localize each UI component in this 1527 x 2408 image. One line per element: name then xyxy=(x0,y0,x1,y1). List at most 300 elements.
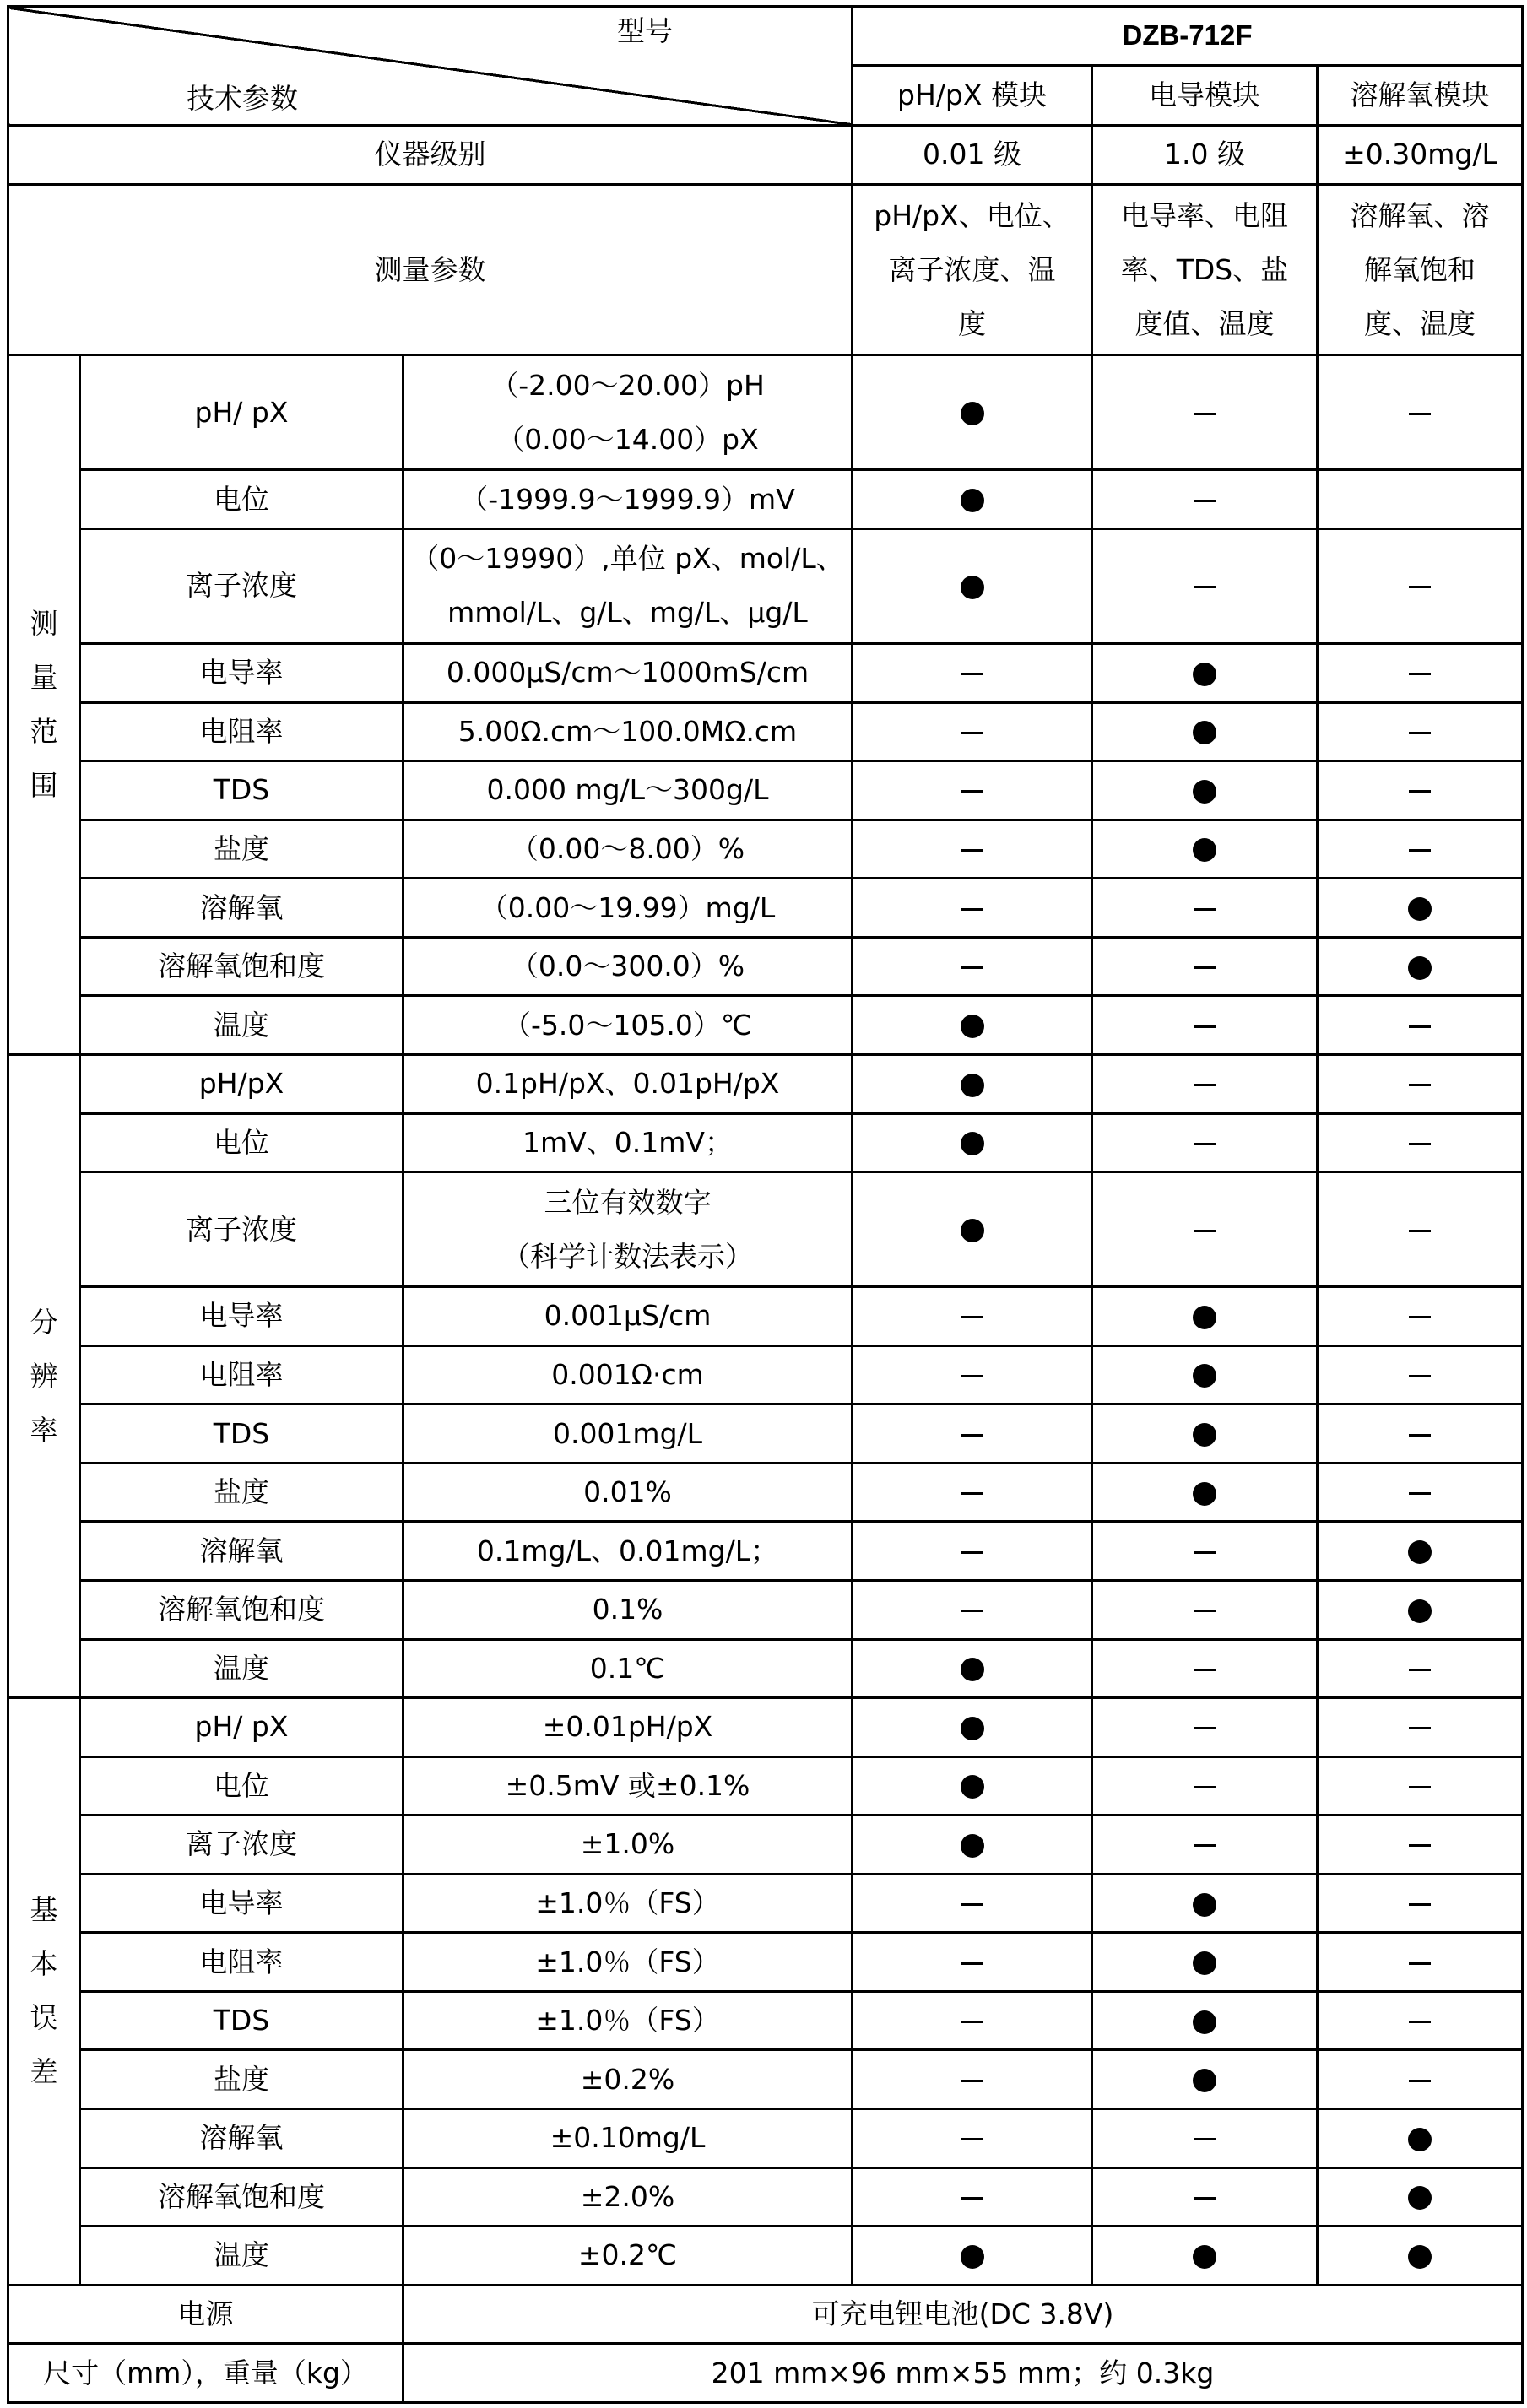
not-supported-dash-icon xyxy=(1194,1025,1216,1028)
param-value xyxy=(403,1463,853,1522)
support-cell-dissolved-oxygen xyxy=(1318,1874,1523,1933)
table-row xyxy=(8,1698,1523,1757)
support-cell-ph xyxy=(853,1580,1092,1639)
support-cell-ph xyxy=(853,1933,1092,1992)
param-value xyxy=(403,1522,853,1581)
param-value xyxy=(403,1756,853,1815)
supported-dot-icon xyxy=(961,1132,984,1155)
supported-dot-icon xyxy=(1408,2186,1432,2210)
model-name: DZB-712F xyxy=(853,7,1523,66)
support-cell-dissolved-oxygen xyxy=(1318,937,1523,996)
not-supported-dash-icon xyxy=(1194,1727,1216,1729)
not-supported-dash-icon xyxy=(1409,1962,1431,1965)
support-cell-conductivity xyxy=(1092,1054,1318,1113)
section-label-measurement-range xyxy=(8,355,80,1055)
table-row xyxy=(8,2227,1523,2286)
table-row xyxy=(8,761,1523,820)
table-row xyxy=(8,1756,1523,1815)
not-supported-dash-icon xyxy=(961,1903,983,1906)
text-line: （0～19990）,单位 pX、mol/L、 xyxy=(411,542,844,576)
supported-dot-icon xyxy=(961,489,984,512)
not-supported-dash-icon xyxy=(961,1551,983,1554)
not-supported-dash-icon xyxy=(1409,413,1431,415)
table-row xyxy=(8,879,1523,938)
support-cell-dissolved-oxygen xyxy=(1318,1991,1523,2050)
not-supported-dash-icon xyxy=(1194,1143,1216,1145)
supported-dot-icon xyxy=(1408,1599,1432,1623)
text-line: 0.000 mg/L～300g/L xyxy=(486,773,769,807)
table-row xyxy=(8,1522,1523,1581)
not-supported-dash-icon xyxy=(1409,1903,1431,1906)
table-row xyxy=(8,1580,1523,1639)
table-row xyxy=(8,702,1523,761)
table-row xyxy=(8,2050,1523,2109)
not-supported-dash-icon xyxy=(961,732,983,734)
text-line: 度、温度 xyxy=(1364,306,1476,340)
support-cell-dissolved-oxygen xyxy=(1318,2109,1523,2168)
model-label: 型号 xyxy=(617,14,673,47)
section-label-char: 差 xyxy=(30,2055,58,2089)
table-row xyxy=(8,528,1523,643)
support-cell-conductivity xyxy=(1092,1991,1318,2050)
module-ph: pH/pX 模块 xyxy=(853,65,1092,126)
support-cell-ph xyxy=(853,355,1092,470)
text-line: 0.1mg/L、0.01mg/L； xyxy=(476,1534,779,1567)
supported-dot-icon xyxy=(1193,1364,1216,1388)
support-cell-dissolved-oxygen xyxy=(1318,761,1523,820)
measure-params-label: 测量参数 xyxy=(8,184,853,355)
text-line: 离子浓度、温 xyxy=(888,252,1056,286)
not-supported-dash-icon xyxy=(961,1492,983,1495)
support-cell-dissolved-oxygen xyxy=(1318,1113,1523,1172)
section-label-char: 本 xyxy=(30,1947,58,1981)
support-cell-conductivity xyxy=(1092,1463,1318,1522)
param-name: TDS xyxy=(80,1991,403,2050)
table-row xyxy=(8,1639,1523,1698)
support-cell-dissolved-oxygen xyxy=(1318,1698,1523,1757)
not-supported-dash-icon xyxy=(961,1962,983,1965)
support-cell-ph xyxy=(853,761,1092,820)
support-cell-conductivity xyxy=(1092,1113,1318,1172)
support-cell-dissolved-oxygen xyxy=(1318,1639,1523,1698)
section-label-basic-error xyxy=(8,1698,80,2286)
text-line: 0.1℃ xyxy=(589,1651,666,1685)
support-cell-conductivity xyxy=(1092,937,1318,996)
text-line: 0.001μS/cm xyxy=(544,1299,712,1333)
param-name: 温度 xyxy=(80,1639,403,1698)
support-cell-ph xyxy=(853,2167,1092,2227)
not-supported-dash-icon xyxy=(1409,1727,1431,1729)
text-line: 度 xyxy=(958,306,986,340)
support-cell-ph xyxy=(853,1815,1092,1875)
param-name: 电阻率 xyxy=(80,1933,403,1992)
not-supported-dash-icon xyxy=(961,2021,983,2023)
size-weight-label: 尺寸（mm），重量（kg） xyxy=(8,2344,403,2403)
support-cell-ph xyxy=(853,644,1092,703)
param-value xyxy=(403,1345,853,1404)
param-value xyxy=(403,1639,853,1698)
param-name: 溶解氧 xyxy=(80,879,403,938)
support-cell-ph xyxy=(853,2227,1092,2286)
support-cell-ph xyxy=(853,1287,1092,1346)
text-line: 溶解氧、溶 xyxy=(1350,198,1490,232)
support-cell-conductivity xyxy=(1092,879,1318,938)
text-line: mmol/L、g/L、mg/L、μg/L xyxy=(447,596,808,630)
not-supported-dash-icon xyxy=(1409,1844,1431,1847)
table-row xyxy=(8,937,1523,996)
supported-dot-icon xyxy=(1408,1540,1432,1564)
text-line: 0.001mg/L xyxy=(552,1416,703,1450)
supported-dot-icon xyxy=(1193,2010,1216,2034)
support-cell-conductivity xyxy=(1092,2109,1318,2168)
supported-dot-icon xyxy=(1193,838,1216,862)
text-line: 0.1% xyxy=(592,1593,663,1626)
support-cell-dissolved-oxygen xyxy=(1318,820,1523,879)
section-label-char: 测 xyxy=(30,607,58,641)
support-cell-dissolved-oxygen xyxy=(1318,2050,1523,2109)
supported-dot-icon xyxy=(961,1717,984,1740)
table-row xyxy=(8,1404,1523,1464)
text-line: ±1.0％（FS） xyxy=(535,1886,720,1920)
text-line: （-2.00～20.00）pH xyxy=(490,368,765,402)
support-cell-dissolved-oxygen xyxy=(1318,1815,1523,1875)
param-value xyxy=(403,1404,853,1464)
table-row xyxy=(8,1991,1523,2050)
text-line: ±0.2℃ xyxy=(577,2238,678,2272)
support-cell-ph xyxy=(853,937,1092,996)
param-value xyxy=(403,1054,853,1113)
param-value xyxy=(403,1113,853,1172)
support-cell-conductivity xyxy=(1092,761,1318,820)
text-line: （-1999.9～1999.9）mV xyxy=(460,482,795,516)
not-supported-dash-icon xyxy=(961,966,983,969)
section-label-char: 辨 xyxy=(30,1359,58,1393)
support-cell-ph xyxy=(853,470,1092,529)
param-value xyxy=(403,528,853,643)
text-line: （科学计数法表示） xyxy=(502,1239,753,1273)
support-cell-dissolved-oxygen xyxy=(1318,1933,1523,1992)
not-supported-dash-icon xyxy=(1409,1230,1431,1232)
support-cell-conductivity xyxy=(1092,1874,1318,1933)
table-row xyxy=(8,1113,1523,1172)
section-label-resolution xyxy=(8,1054,80,1697)
support-cell-ph xyxy=(853,1345,1092,1404)
text-line: （0.00～19.99）mg/L xyxy=(479,890,776,924)
supported-dot-icon xyxy=(1408,2245,1432,2269)
param-value xyxy=(403,2227,853,2286)
section-label-char: 误 xyxy=(30,2001,58,2035)
table-row xyxy=(8,1172,1523,1287)
supported-dot-icon xyxy=(961,2245,984,2269)
param-name: 离子浓度 xyxy=(80,1815,403,1875)
param-value xyxy=(403,1874,853,1933)
support-cell-conductivity xyxy=(1092,1345,1318,1404)
support-cell-conductivity xyxy=(1092,1815,1318,1875)
not-supported-dash-icon xyxy=(1409,1025,1431,1028)
table-row xyxy=(8,820,1523,879)
param-name: 盐度 xyxy=(80,820,403,879)
param-name: TDS xyxy=(80,1404,403,1464)
supported-dot-icon xyxy=(961,402,984,425)
measure-params-conductivity xyxy=(1092,184,1318,355)
text-line: ±0.2% xyxy=(580,2062,675,2096)
tech-params-label: 技术参数 xyxy=(187,82,298,116)
support-cell-ph xyxy=(853,2050,1092,2109)
not-supported-dash-icon xyxy=(1194,966,1216,969)
support-cell-dissolved-oxygen xyxy=(1318,1404,1523,1464)
table-row xyxy=(8,1815,1523,1875)
text-line: 率、TDS、盐 xyxy=(1120,252,1289,286)
support-cell-dissolved-oxygen xyxy=(1318,355,1523,470)
text-line: （-5.0～105.0）℃ xyxy=(503,1008,752,1042)
supported-dot-icon xyxy=(1193,2245,1216,2269)
param-name: 盐度 xyxy=(80,1463,403,1522)
text-line: ±1.0% xyxy=(580,1827,675,1861)
support-cell-dissolved-oxygen xyxy=(1318,2227,1523,2286)
not-supported-dash-icon xyxy=(1409,1434,1431,1437)
section-label-char: 率 xyxy=(30,1413,58,1447)
support-cell-ph xyxy=(853,1054,1092,1113)
section-label-char: 量 xyxy=(30,661,58,695)
param-value xyxy=(403,1815,853,1875)
table-row xyxy=(8,2167,1523,2227)
support-cell-conductivity xyxy=(1092,644,1318,703)
grade-ph: 0.01 级 xyxy=(853,126,1092,185)
not-supported-dash-icon xyxy=(961,908,983,911)
support-cell-ph xyxy=(853,1756,1092,1815)
text-line: 1mV、0.1mV； xyxy=(523,1125,733,1159)
support-cell-conductivity xyxy=(1092,996,1318,1055)
support-cell-ph xyxy=(853,528,1092,643)
not-supported-dash-icon xyxy=(1409,790,1431,793)
supported-dot-icon xyxy=(1193,780,1216,804)
param-value xyxy=(403,2167,853,2227)
not-supported-dash-icon xyxy=(1409,1375,1431,1377)
text-line: 0.000μS/cm～1000mS/cm xyxy=(446,656,810,690)
not-supported-dash-icon xyxy=(1194,1786,1216,1788)
supported-dot-icon xyxy=(961,1834,984,1858)
supported-dot-icon xyxy=(1193,1306,1216,1329)
not-supported-dash-icon xyxy=(1409,1786,1431,1788)
support-cell-ph xyxy=(853,1991,1092,2050)
param-value xyxy=(403,644,853,703)
support-cell-ph xyxy=(853,702,1092,761)
text-line: 0.01% xyxy=(583,1475,672,1509)
param-value xyxy=(403,1991,853,2050)
not-supported-dash-icon xyxy=(961,1434,983,1437)
table-row xyxy=(8,470,1523,529)
param-value xyxy=(403,2109,853,2168)
support-cell-dissolved-oxygen xyxy=(1318,528,1523,643)
support-cell-ph xyxy=(853,1172,1092,1287)
supported-dot-icon xyxy=(1193,2069,1216,2092)
text-line: 三位有效数字 xyxy=(544,1185,712,1219)
support-cell-conductivity xyxy=(1092,1172,1318,1287)
spec-table xyxy=(7,5,1524,2404)
param-name: 溶解氧饱和度 xyxy=(80,2167,403,2227)
table-row xyxy=(8,1287,1523,1346)
not-supported-dash-icon xyxy=(1409,586,1431,588)
supported-dot-icon xyxy=(1408,897,1432,921)
support-cell-ph xyxy=(853,879,1092,938)
measure-params-ph xyxy=(853,184,1092,355)
param-name: 电位 xyxy=(80,1113,403,1172)
support-cell-dissolved-oxygen xyxy=(1318,1580,1523,1639)
support-cell-dissolved-oxygen xyxy=(1318,1756,1523,1815)
not-supported-dash-icon xyxy=(1409,1143,1431,1145)
param-value xyxy=(403,1698,853,1757)
param-name: 电阻率 xyxy=(80,702,403,761)
measure-params-dissolved-oxygen xyxy=(1318,184,1523,355)
support-cell-ph xyxy=(853,820,1092,879)
text-line: 0.001Ω·cm xyxy=(551,1357,704,1391)
not-supported-dash-icon xyxy=(1194,586,1216,588)
param-name: pH/pX xyxy=(80,1054,403,1113)
not-supported-dash-icon xyxy=(1194,1551,1216,1554)
support-cell-ph xyxy=(853,1698,1092,1757)
support-cell-dissolved-oxygen xyxy=(1318,879,1523,938)
support-cell-conductivity xyxy=(1092,355,1318,470)
not-supported-dash-icon xyxy=(1409,1492,1431,1495)
section-label-char: 基 xyxy=(30,1893,58,1927)
supported-dot-icon xyxy=(1408,956,1432,980)
support-cell-conductivity xyxy=(1092,820,1318,879)
supported-dot-icon xyxy=(1193,1482,1216,1506)
param-name: 温度 xyxy=(80,996,403,1055)
not-supported-dash-icon xyxy=(1409,1316,1431,1318)
table-row xyxy=(8,355,1523,470)
not-supported-dash-icon xyxy=(961,1375,983,1377)
param-name: pH/ pX xyxy=(80,1698,403,1757)
support-cell-conductivity xyxy=(1092,1522,1318,1581)
support-cell-dissolved-oxygen xyxy=(1318,644,1523,703)
text-line: ±0.5mV 或±0.1% xyxy=(505,1768,750,1802)
param-value xyxy=(403,1580,853,1639)
support-cell-conductivity xyxy=(1092,1287,1318,1346)
support-cell-dissolved-oxygen xyxy=(1318,996,1523,1055)
supported-dot-icon xyxy=(961,1658,984,1681)
param-name: 溶解氧饱和度 xyxy=(80,937,403,996)
support-cell-dissolved-oxygen xyxy=(1318,1463,1523,1522)
param-name: 温度 xyxy=(80,2227,403,2286)
param-name: pH/ pX xyxy=(80,355,403,470)
param-name: TDS xyxy=(80,761,403,820)
supported-dot-icon xyxy=(1193,1893,1216,1917)
not-supported-dash-icon xyxy=(961,673,983,675)
text-line: 0.1pH/pX、0.01pH/pX xyxy=(475,1067,780,1101)
text-line: 度值、温度 xyxy=(1134,306,1275,340)
param-name: 电导率 xyxy=(80,1874,403,1933)
text-line: ±1.0％（FS） xyxy=(535,2004,720,2037)
text-line: （0.00～14.00）pX xyxy=(496,422,759,456)
support-cell-dissolved-oxygen xyxy=(1318,2167,1523,2227)
table-row xyxy=(8,644,1523,703)
not-supported-dash-icon xyxy=(1409,1669,1431,1671)
not-supported-dash-icon xyxy=(1409,2080,1431,2082)
param-value xyxy=(403,1287,853,1346)
support-cell-ph xyxy=(853,1874,1092,1933)
text-line: ±0.01pH/pX xyxy=(542,1710,713,1744)
param-value xyxy=(403,1172,853,1287)
not-supported-dash-icon xyxy=(1409,2021,1431,2023)
support-cell-dissolved-oxygen xyxy=(1318,1287,1523,1346)
support-cell-ph xyxy=(853,996,1092,1055)
size-weight-value: 201 mm×96 mm×55 mm；约 0.3kg xyxy=(403,2344,1523,2403)
param-name: 电阻率 xyxy=(80,1345,403,1404)
param-name: 盐度 xyxy=(80,2050,403,2109)
text-line: 电导率、电阻 xyxy=(1121,198,1288,232)
text-line: （0.00～8.00）% xyxy=(510,831,745,865)
text-line: 5.00Ω.cm～100.0MΩ.cm xyxy=(458,714,798,748)
not-supported-dash-icon xyxy=(1194,2138,1216,2140)
support-cell-dissolved-oxygen xyxy=(1318,1054,1523,1113)
power-label: 电源 xyxy=(8,2285,403,2344)
not-supported-dash-icon xyxy=(1194,2197,1216,2200)
param-value xyxy=(403,879,853,938)
table-row xyxy=(8,1874,1523,1933)
grade-label: 仪器级别 xyxy=(8,126,853,185)
supported-dot-icon xyxy=(961,1015,984,1038)
support-cell-conductivity xyxy=(1092,1404,1318,1464)
param-name: 离子浓度 xyxy=(80,528,403,643)
text-line: （0.0～300.0）% xyxy=(510,950,745,983)
support-cell-ph xyxy=(853,1522,1092,1581)
support-cell-conductivity xyxy=(1092,1933,1318,1992)
not-supported-dash-icon xyxy=(1409,673,1431,675)
text-line: ±1.0％（FS） xyxy=(535,1945,720,1978)
not-supported-dash-icon xyxy=(1194,1669,1216,1671)
param-name: 电位 xyxy=(80,1756,403,1815)
param-name: 电导率 xyxy=(80,1287,403,1346)
support-cell-ph xyxy=(853,1404,1092,1464)
support-cell-conductivity xyxy=(1092,702,1318,761)
diagonal-header-cell xyxy=(8,7,853,126)
param-value xyxy=(403,2050,853,2109)
power-value: 可充电锂电池(DC 3.8V) xyxy=(403,2285,1523,2344)
support-cell-conductivity xyxy=(1092,1639,1318,1698)
param-value xyxy=(403,470,853,529)
supported-dot-icon xyxy=(1408,2128,1432,2151)
section-label-char: 围 xyxy=(30,769,58,803)
text-line: ±0.10mg/L xyxy=(550,2121,706,2155)
not-supported-dash-icon xyxy=(1194,1230,1216,1232)
param-name: 溶解氧 xyxy=(80,1522,403,1581)
support-cell-dissolved-oxygen xyxy=(1318,470,1523,529)
table-row xyxy=(8,2109,1523,2168)
param-value xyxy=(403,820,853,879)
param-name: 电导率 xyxy=(80,644,403,703)
supported-dot-icon xyxy=(961,576,984,599)
not-supported-dash-icon xyxy=(1409,732,1431,734)
supported-dot-icon xyxy=(1193,721,1216,744)
param-value xyxy=(403,761,853,820)
support-cell-conductivity xyxy=(1092,1580,1318,1639)
param-value xyxy=(403,1933,853,1992)
not-supported-dash-icon xyxy=(1409,849,1431,852)
grade-dissolved-oxygen: ±0.30mg/L xyxy=(1318,126,1523,185)
section-label-char: 范 xyxy=(30,715,58,749)
text-line: pH/pX、电位、 xyxy=(874,198,1070,232)
support-cell-conductivity xyxy=(1092,528,1318,643)
section-label-char: 分 xyxy=(30,1305,58,1339)
param-value xyxy=(403,937,853,996)
table-row xyxy=(8,996,1523,1055)
param-value xyxy=(403,355,853,470)
param-name: 溶解氧 xyxy=(80,2109,403,2168)
param-value xyxy=(403,702,853,761)
not-supported-dash-icon xyxy=(961,2080,983,2082)
support-cell-ph xyxy=(853,2109,1092,2168)
